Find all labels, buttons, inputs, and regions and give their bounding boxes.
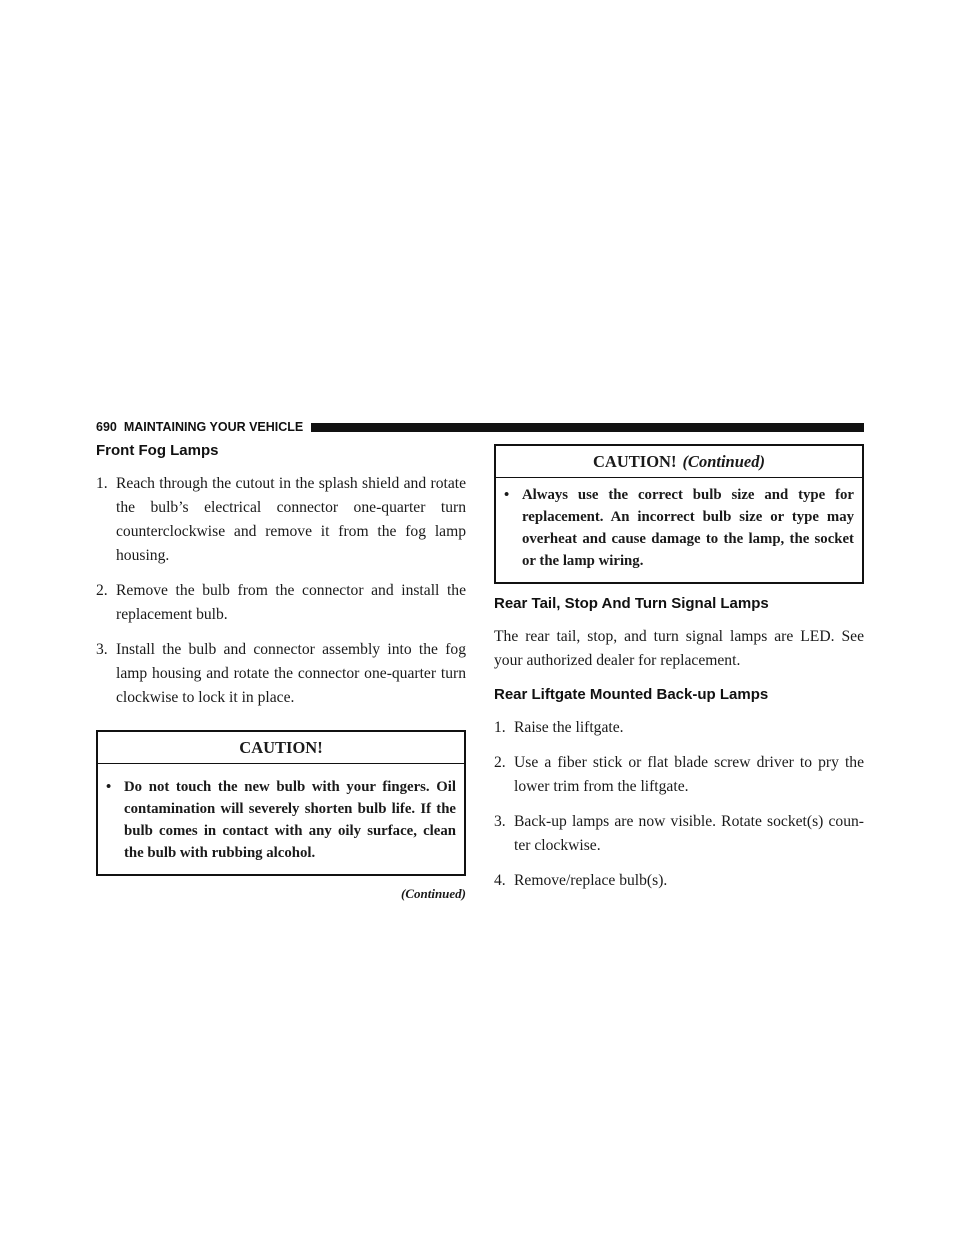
caution-box-continued	[494, 444, 864, 584]
section-title: MAINTAINING YOUR VEHICLE	[123, 420, 304, 434]
list-item	[494, 810, 864, 858]
list-item	[494, 869, 864, 893]
step-number: 1.	[494, 719, 506, 736]
caution-title-text: CAUTION!	[239, 738, 323, 757]
step-number: 2.	[96, 582, 108, 599]
front-fog-lamps-heading: Front Fog Lamps	[96, 442, 219, 459]
header-rule	[311, 423, 864, 432]
page-number: 690	[96, 420, 117, 434]
step-text: Remove the bulb from the connector and install the replacement bulb.	[116, 582, 466, 623]
continued-label: (Continued)	[400, 886, 466, 901]
caution-title	[98, 732, 464, 764]
step-text: Reach through the cutout in the splash shield and rotate the bulb’s electrical connector one-quarter turn counterclockwise and remove it from the fog lamp housing.	[116, 475, 466, 564]
step-text: Remove/replace bulb(s).	[514, 872, 668, 889]
step-text: Raise the liftgate.	[514, 719, 624, 736]
step-number: 3.	[96, 641, 108, 658]
step-number: 4.	[494, 872, 506, 889]
bullet-icon: •	[504, 487, 510, 503]
list-item	[96, 579, 466, 627]
bullet-icon: •	[106, 779, 112, 795]
caution-item	[106, 776, 456, 864]
step-number: 2.	[494, 754, 506, 771]
step-text: Use a fiber stick or flat blade screw driver to pry the lower trim from the liftgate.	[514, 754, 864, 795]
step-number: 3.	[494, 813, 506, 830]
caution-box	[96, 730, 466, 876]
right-column	[494, 442, 864, 893]
caution-title	[496, 446, 862, 478]
caution-text: Do not touch the new bulb with your fingers. Oil contamination will severely shorten bulb life. If the bulb comes in contact with any oily surface, clean the bulb with rubbing alcohol.	[124, 779, 456, 861]
step-text: Back-up lamps are now visible. Rotate socket(s) coun-ter clockwise.	[514, 813, 864, 854]
list-item	[96, 472, 466, 568]
list-item	[96, 638, 466, 710]
liftgate-heading: Rear Liftgate Mounted Back-up Lamps	[494, 686, 769, 703]
rear-tail-text: The rear tail, stop, and turn signal lamps are LED. See your authorized dealer for replacement.	[494, 628, 864, 669]
caution-body	[496, 478, 862, 582]
rear-tail-heading: Rear Tail, Stop And Turn Signal Lamps	[494, 595, 769, 612]
front-fog-steps	[96, 472, 466, 710]
caution-item	[504, 484, 854, 572]
list-item	[494, 716, 864, 740]
caution-text: Always use the correct bulb size and type for replacement. An incorrect bulb size or type may overheat and cause damage to the lamp, the socket or the lamp wiring.	[522, 487, 854, 569]
liftgate-steps	[494, 716, 864, 893]
step-number: 1.	[96, 475, 108, 492]
page-header	[96, 417, 864, 437]
left-column	[96, 442, 466, 902]
step-text: Install the bulb and connector assembly into the fog lamp housing and rotate the connector one-quarter turn clockwise to lock it in place.	[116, 641, 466, 706]
caution-title-text: CAUTION!	[593, 452, 677, 471]
caution-body	[98, 764, 464, 874]
caution-subtitle: (Continued)	[682, 452, 765, 471]
list-item	[494, 751, 864, 799]
